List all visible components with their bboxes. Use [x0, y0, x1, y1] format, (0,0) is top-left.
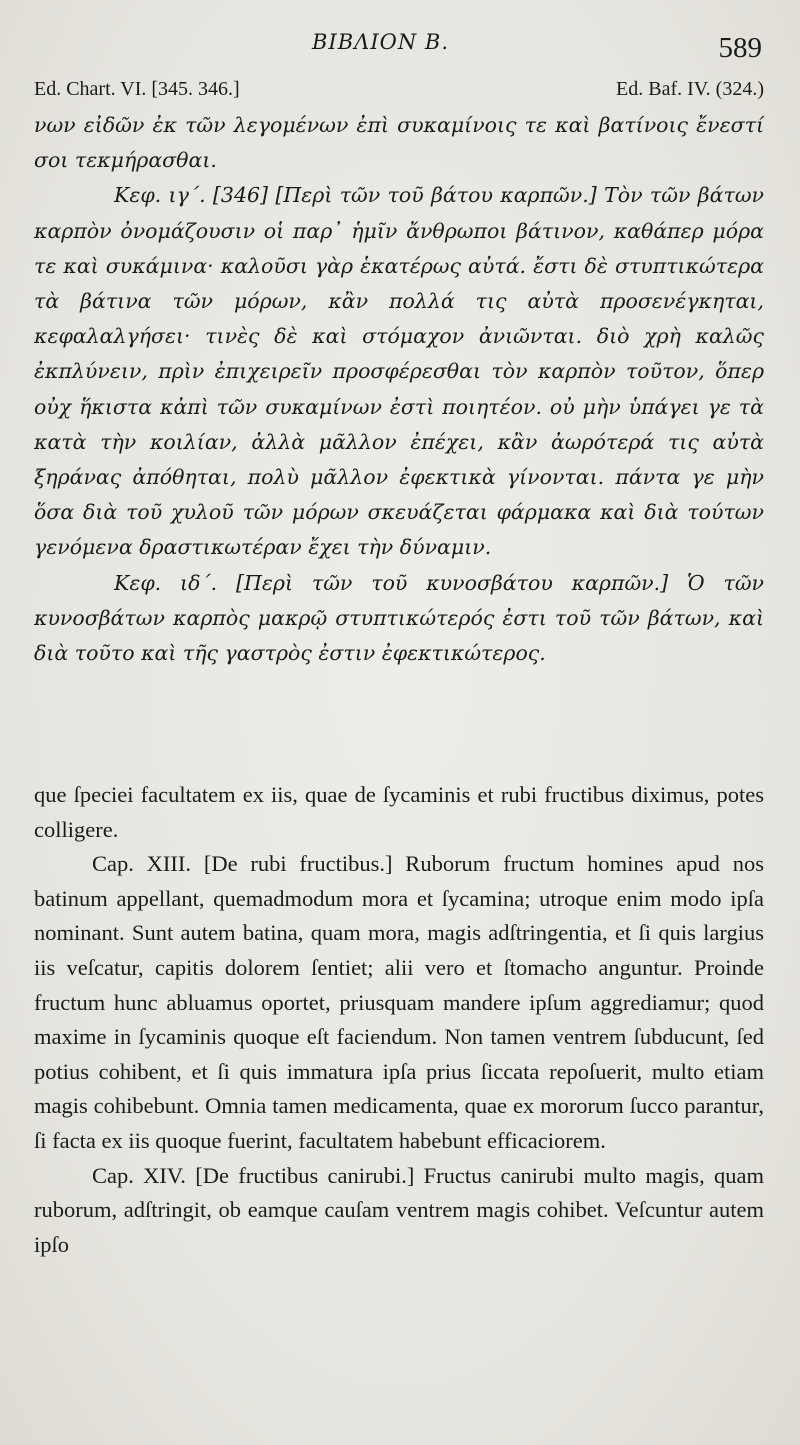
- latin-text: [34, 778, 764, 1262]
- running-head: [0, 30, 800, 64]
- greek-paragraph: νων εἰδῶν ἐκ τῶν λεγομένων ἐπὶ συκαμίνοις τε καὶ βατίνοις ἔνεστί σοι τεκμήρασθαι.: [34, 113, 764, 173]
- latin-chapter-13: Cap. XIII. [De rubi fructibus.] Ruborum fructum homines apud nos batinum appellant, quemadmodum mora et ſycamina; utroque enim modo ipſa nominant. Sunt autem batina, quam mora, magis adſtringentia, et ſi quis largius iis veſcatur, capitis dolorem ſentiet; alii vero et ſtomacho anguntur. Proinde fructum hunc abluamus oportet, priusquam mandere ipſum aggrediamur; quod maxime in ſycaminis quoque eſt faciendum. Non tamen ventrem ſubducunt, ſed potius cohibent, et ſi quis immatura ipſa prius ſiccata repoſuerit, multo etiam magis cohibebunt. Omnia tamen medicamenta, quae ex mororum ſucco parantur, ſi facta ex iis quoque fuerint, facultatem habebunt efficaciorem.: [34, 851, 764, 1153]
- latin-paragraph: que ſpeciei facultatem ex iis, quae de ſycaminis et rubi fructibus diximus, potes colligere.: [34, 782, 764, 842]
- edition-basel: Ed. Baf. IV. (324.): [616, 78, 764, 100]
- greek-chapter-13: Κεφ. ιγ΄. [346] [Περὶ τῶν τοῦ βάτου καρπῶν.] Τὸν τῶν βάτων καρπὸν ὀνομάζουσιν οἱ παρ᾿ ἡμῖν ἄνθρωποι βάτινον, καθάπερ μόρα τε καὶ συκάμινα· καλοῦσι γὰρ ἑκατέρως αὐτά. ἔστι δὲ στυπτικώτερα τὰ βάτινα τῶν μόρων, κἂν πολλά τις αὐτὰ προσενέγκηται, κεφαλαλγήσει· τινὲς δὲ καὶ στόμαχον ἀνιῶνται. διὸ χρὴ καλῶς ἐκπλύνειν, πρὶν ἐπιχειρεῖν προσφέρεσθαι τὸν καρπὸν τοῦτον, ὅπερ οὐχ ἥκιστα κἀπὶ τῶν συκαμίνων ἐστὶ ποιητέον. οὐ μὴν ὑπάγει γε τὰ κατὰ τὴν κοιλίαν, ἀλλὰ μᾶλλον ἐπέχει, κἂν ἀωρότερά τις αὐτὰ ξηράνας ἀπόθηται, πολὺ μᾶλλον ἐφεκτικὰ γίνονται. πάντα γε μὴν ὅσα διὰ τοῦ χυλοῦ τῶν μόρων σκευάζεται φάρμακα καὶ διὰ τούτων γενόμενα δραστικωτέραν ἔχει τὴν δύναμιν.: [34, 183, 764, 560]
- greek-text: [34, 108, 764, 671]
- page-number: 589: [718, 32, 762, 64]
- running-title: ΒΙΒΛΙΟΝ Β.: [312, 30, 449, 54]
- greek-chapter-14: Κεφ. ιδ΄. [Περὶ τῶν τοῦ κυνοσβάτου καρπῶν.] Ὁ τῶν κυνοσβάτων καρπὸς μακρῷ στυπτικώτερός ἐστι τοῦ τῶν βάτων, καὶ διὰ τοῦτο καὶ τῆς γαστρὸς ἐστιν ἐφεκτικώτερος.: [34, 570, 764, 666]
- latin-chapter-14: Cap. XIV. [De fructibus canirubi.] Fructus canirubi multo magis, quam ruborum, adſtringit, ob eamque cauſam ventrem magis cohibet. Veſcuntur autem ipſo: [34, 1162, 764, 1257]
- edition-chartier: Ed. Chart. VI. [345. 346.]: [34, 78, 240, 100]
- edition-references: [34, 78, 764, 104]
